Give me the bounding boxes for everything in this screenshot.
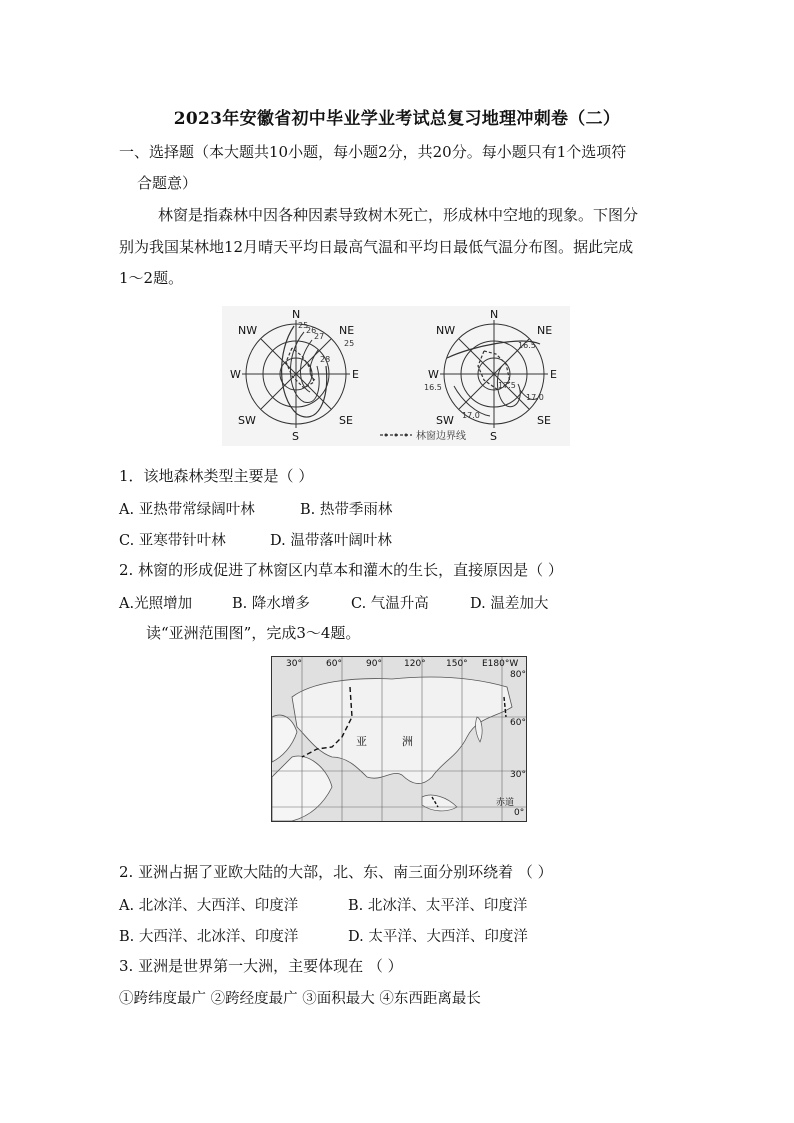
q1-stem: 1．该地森林类型主要是（ ）	[119, 467, 314, 485]
page-title: 2023年安徽省初中毕业学业考试总复习地理冲刺卷（二）	[173, 109, 621, 129]
q1-option-b: B. 热带季雨林	[300, 502, 393, 518]
legend-label: 林窗边界线	[416, 431, 466, 442]
right-dir-W: W	[428, 368, 439, 381]
map-lat-30: 30°	[510, 770, 526, 780]
map-lat-80: 80°	[510, 670, 526, 680]
right-dir-SE: SE	[537, 414, 551, 427]
left-dir-N: N	[292, 308, 301, 321]
q4-options: ①跨纬度最广 ②跨经度最广 ③面积最大 ④东西距离最长	[119, 991, 481, 1007]
left-iso-4: 28	[320, 355, 331, 364]
left-dir-S: S	[292, 430, 299, 443]
map-lon-180: E180°W	[482, 659, 519, 669]
right-dir-S: S	[490, 430, 497, 443]
q1-option-c: C. 亚寒带针叶林	[119, 533, 226, 549]
map-lon-150: 150°	[446, 659, 468, 669]
q3-stem: 2. 亚洲占据了亚欧大陆的大部，北、东、南三面分别环绕着 （ ）	[119, 863, 553, 881]
map-lon-30: 30°	[286, 659, 302, 669]
right-dir-N: N	[490, 308, 499, 321]
q3-option-c: B. 大西洋、北冰洋、印度洋	[119, 929, 299, 945]
right-dir-NE: NE	[537, 324, 553, 337]
temperature-rose-figure	[222, 306, 570, 446]
q2-stem: 2. 林窗的形成促进了林窗区内草本和灌木的生长，直接原因是（ ）	[119, 561, 563, 579]
passage2: 读“亚洲范围图”，完成3～4题。	[146, 624, 361, 642]
left-iso-5: 25	[344, 339, 355, 348]
map-lat-60: 60°	[510, 718, 526, 728]
right-iso-3: 17.5	[498, 381, 516, 390]
map-equator-label: 赤道	[496, 798, 515, 808]
right-iso-5: 17.0	[462, 411, 480, 420]
q1-option-a: A. 亚热带常绿阔叶林	[119, 502, 255, 518]
left-dir-SW: SW	[238, 414, 256, 427]
asia-map	[271, 656, 527, 822]
left-dir-NW: NW	[238, 324, 258, 337]
right-iso-2: 16.5	[424, 383, 442, 392]
left-dir-E: E	[352, 368, 359, 381]
section-heading-line2: 合题意）	[137, 174, 198, 192]
right-iso-4: 17.0	[526, 393, 544, 402]
section-heading-line1: 一、选择题（本大题共10小题，每小题2分，共20分。每小题只有1个选项符	[119, 143, 627, 161]
q2-option-d: D. 温差加大	[470, 596, 549, 612]
q3-option-b: B. 北冰洋、太平洋、印度洋	[348, 898, 528, 914]
left-iso-2: 26	[306, 326, 317, 335]
q3-option-d: D. 太平洋、大西洋、印度洋	[348, 929, 528, 945]
right-dir-NW: NW	[436, 324, 456, 337]
map-lon-120: 120°	[404, 659, 426, 669]
q2-option-c: C. 气温升高	[351, 596, 429, 612]
q1-option-d: D. 温带落叶阔叶林	[270, 533, 392, 549]
left-iso-1: 25	[298, 321, 309, 330]
passage1-line2: 别为我国某林地12月晴天平均日最高气温和平均日最低气温分布图。据此完成	[119, 238, 634, 256]
q2-option-b: B. 降水增多	[232, 596, 310, 612]
left-dir-SE: SE	[339, 414, 353, 427]
left-dir-NE: NE	[339, 324, 355, 337]
passage1-line1: 林窗是指森林中因各种因素导致树木死亡，形成林中空地的现象。下图分	[158, 206, 639, 224]
q4-stem: 3. 亚洲是世界第一大洲，主要体现在 （ ）	[119, 957, 403, 975]
right-dir-SW: SW	[436, 414, 454, 427]
right-dir-E: E	[550, 368, 557, 381]
right-iso-1: 16.5	[518, 341, 536, 350]
map-lat-0: 0°	[514, 808, 525, 818]
map-label-ya: 亚	[356, 735, 367, 748]
left-dir-W: W	[230, 368, 241, 381]
map-label-zhou: 洲	[402, 735, 413, 748]
passage1-line3: 1～2题。	[119, 269, 184, 287]
q2-option-a: A.光照增加	[119, 596, 193, 612]
left-iso-3: 27	[314, 332, 325, 341]
map-lon-90: 90°	[366, 659, 382, 669]
map-lon-60: 60°	[326, 659, 342, 669]
q3-option-a: A. 北冰洋、大西洋、印度洋	[119, 898, 299, 914]
